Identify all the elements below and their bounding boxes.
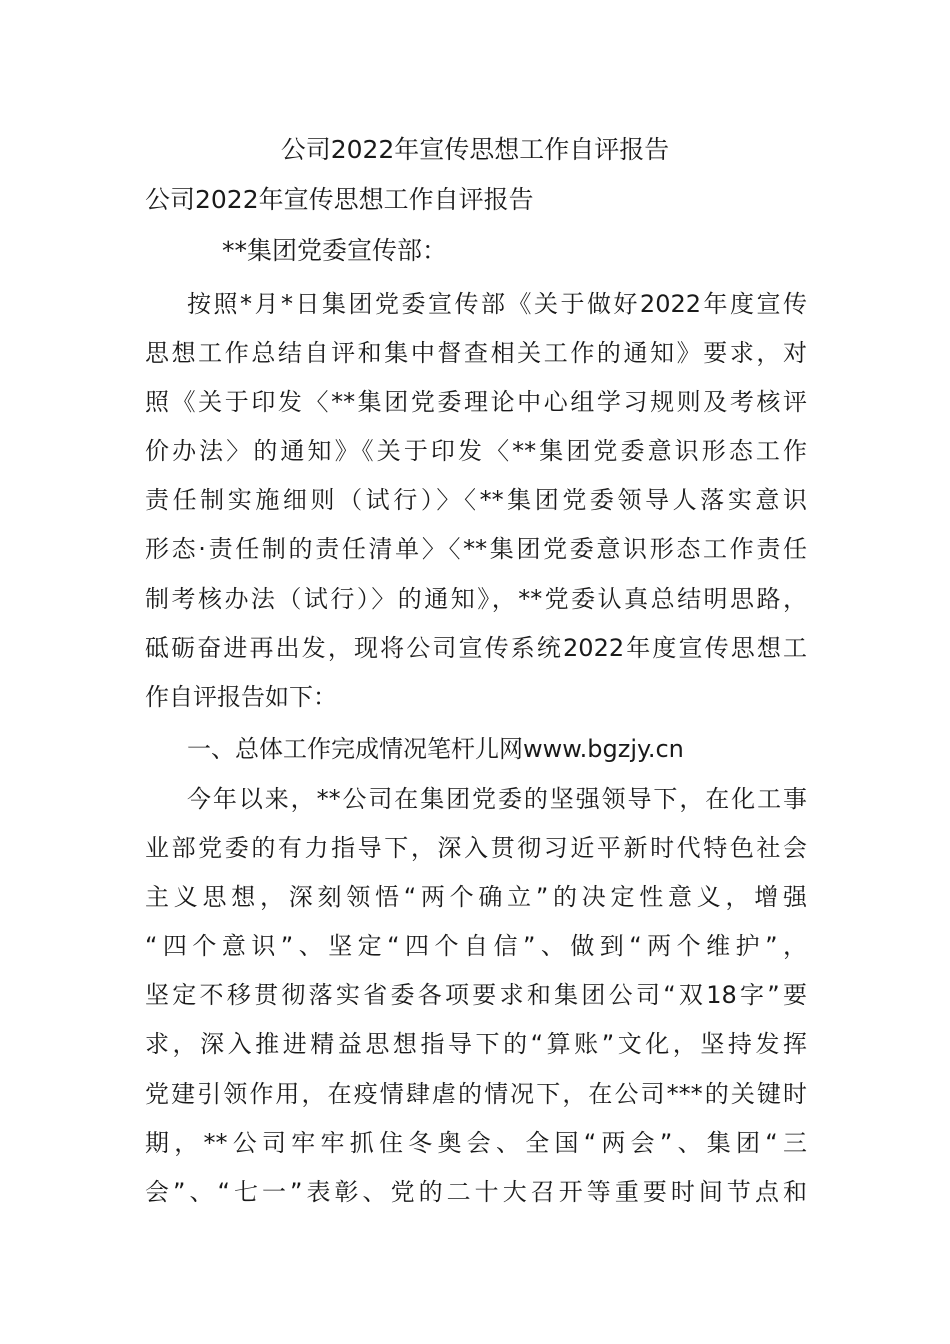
section-heading: 一、总体工作完成情况笔杆儿网www.bgzjy.cn <box>187 735 684 763</box>
paragraph-line: 价办法〉的通知》《关于印发〈**集团党委意识形态工作 <box>145 437 807 466</box>
paragraph-line: 党建引领作用，在疫情肆虐的情况下，在公司***的关键时 <box>145 1079 807 1108</box>
paragraph-line: 主义思想，深刻领悟“两个确立”的决定性意义，增强 <box>145 883 807 912</box>
paragraph-line: 按照*月*日集团党委宣传部《关于做好2022年度宣传 <box>187 290 807 318</box>
paragraph-intro <box>145 280 807 722</box>
paragraph-line: 今年以来，**公司在集团党委的坚强领导下，在化工事 <box>187 785 807 813</box>
document-subtitle: 公司2022年宣传思想工作自评报告 <box>145 185 534 214</box>
paragraph-line: “四个意识”、坚定“四个自信”、做到“两个维护”， <box>145 932 807 961</box>
paragraph-line: 坚定不移贯彻落实省委各项要求和集团公司“双18字”要 <box>145 981 807 1010</box>
paragraph-overview <box>145 775 807 1217</box>
paragraph-line: 砥砺奋进再出发，现将公司宣传系统2022年度宣传思想工 <box>145 633 807 662</box>
paragraph-line: 形态·责任制的责任清单〉〈**集团党委意识形态工作责任 <box>145 535 807 564</box>
paragraph-line: 期，**公司牢牢抓住冬奥会、全国“两会”、集团“三 <box>145 1128 807 1157</box>
paragraph-line: 照《关于印发〈**集团党委理论中心组学习规则及考核评 <box>145 388 807 417</box>
paragraph-line: 思想工作总结自评和集中督查相关工作的通知》要求，对 <box>145 339 807 368</box>
paragraph-line: 业部党委的有力指导下，深入贯彻习近平新时代特色社会 <box>145 834 807 863</box>
paragraph-line: 制考核办法（试行）〉的通知》，**党委认真总结明思路， <box>145 584 807 613</box>
paragraph-line: 作自评报告如下： <box>145 682 337 711</box>
paragraph-line: 求，深入推进精益思想指导下的“算账”文化，坚持发挥 <box>145 1030 807 1059</box>
salutation: **集团党委宣传部： <box>222 236 448 265</box>
paragraph-line: 会”、“七一”表彰、党的二十大召开等重要时间节点和 <box>145 1177 807 1206</box>
document-title: 公司2022年宣传思想工作自评报告 <box>280 135 670 164</box>
paragraph-line: 责任制实施细则（试行）〉〈**集团党委领导人落实意识 <box>145 486 807 515</box>
